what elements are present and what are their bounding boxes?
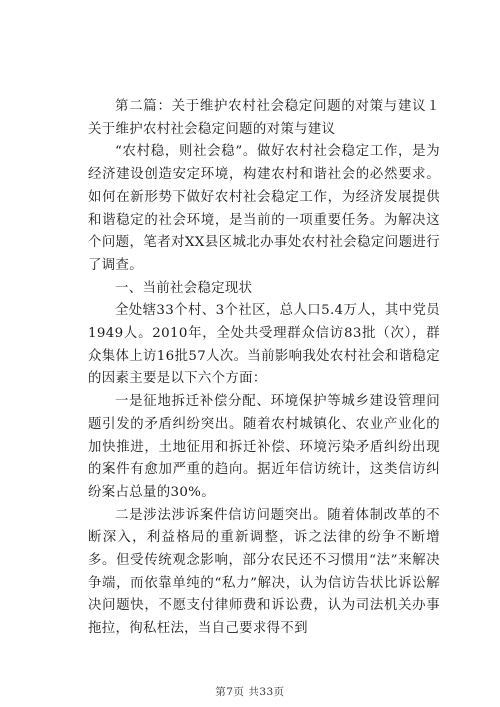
issue-two-paragraph: 二是涉法涉诉案件信访问题突出。随着体制改革的不断深入，利益格局的重新调整，诉之法律的纷争不断增多。但受传统观念影响，部分农民还不习惯用“法”来解决争端，而依靠单纯的“私力”解决，认为信访告状比诉讼解决问题快，不愿支付律师费和诉讼费，认为司法机关办事拖拉，徇私枉法，当自己要求得不到 [88,507,440,637]
intro-paragraph: “农村稳，则社会稳”。做好农村社会稳定工作，是为经济建设创造安定环境，构建农村和谐社会的必然要求。如何在新形势下做好农村社会稳定工作，为经济发展提供和谐稳定的社会环境，是当前的一项重要任务。为解决这个问题，笔者对XX县区城北办事处农村社会稳定问题进行了调查。 [88,144,440,273]
document-title-paragraph: 第二篇：关于维护农村社会稳定问题的对策与建议１关于维护农村社会稳定问题的对策与建议 [88,99,440,137]
page-number-footer: 第7页 共33页 [215,686,285,698]
section-heading: 一、当前社会稳定现状 [115,280,253,296]
document-body [88,96,440,641]
issue-one-paragraph: 一是征地拆迁补偿分配、环境保护等城乡建设管理问题引发的矛盾纠纷突出。随着农村城镇化、农业产业化的加快推进，土地征用和拆迁补偿、环境污染矛盾纠纷出现的案件有愈加严重的趋向。据近年信访统计，这类信访纠纷案占总量的30%。 [88,394,440,500]
overview-paragraph: 全处辖33个村、3个社区，总人口5.4万人，其中党员1949人。2010年，全处共受理群众信访83批（次），群众集体上访16批57人次。当前影响我处农村社会和谐稳定的因素主要是以下六个方面： [88,303,440,387]
